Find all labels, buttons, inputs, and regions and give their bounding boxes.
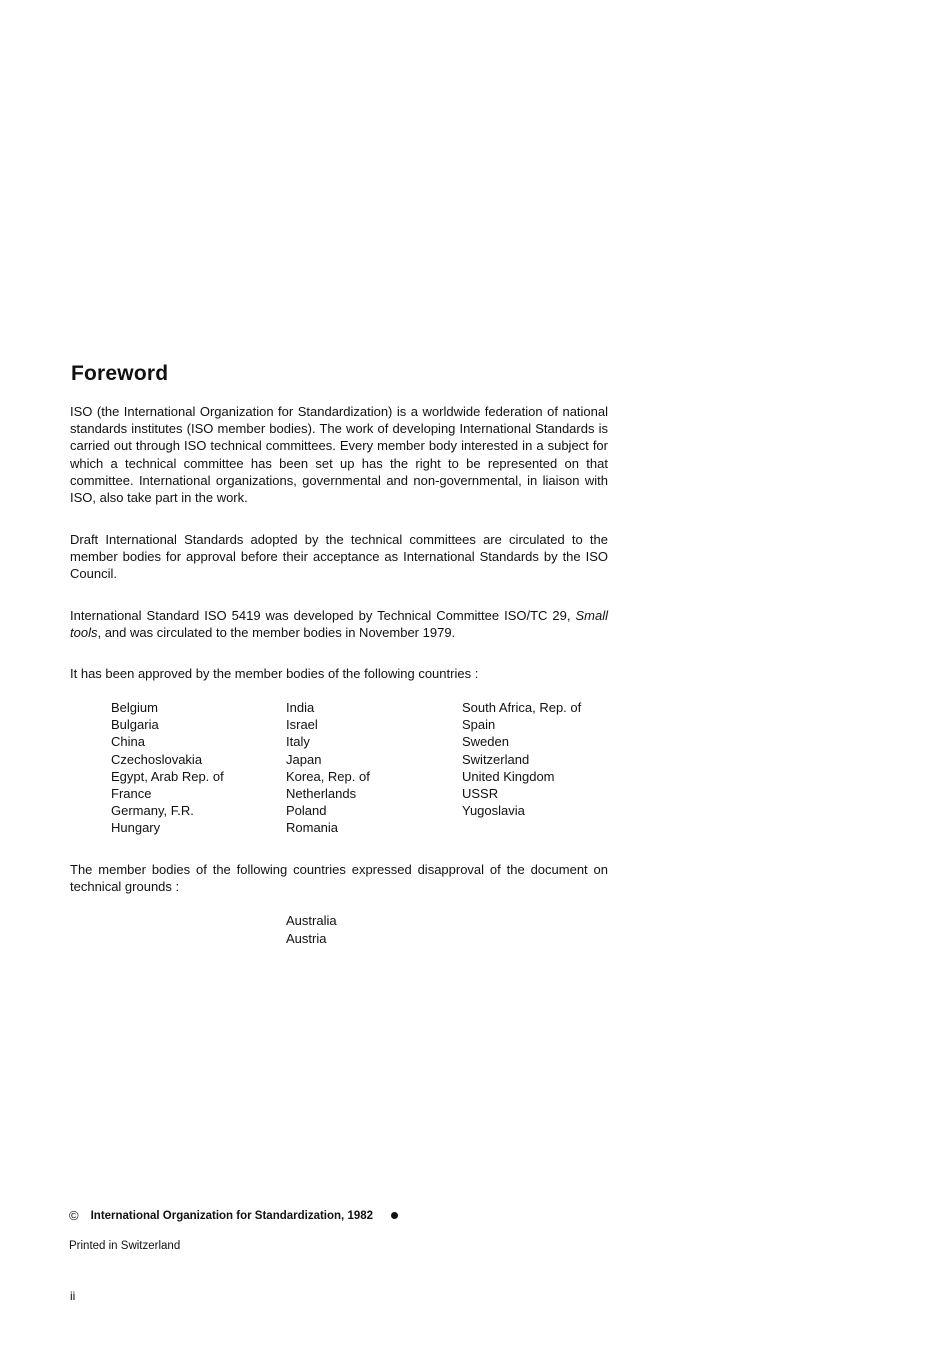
country-item: USSR [462,786,499,802]
copyright-line [69,1208,398,1223]
country-item: Belgium [111,700,158,715]
intro-paragraph: ISO (the International Organization for Standardization) is a worldwide federation of national standards institutes (ISO member bodies). The work of developing International Standards is carried out through ISO technical committees. Every member body interested in a subject for which a technical committee has been set up has the right to be represented on that committee. International organizations, governmental and non-governmental, in liaison with ISO, also take part in the work. [70,404,608,506]
disapproval-paragraph: The member bodies of the following countries expressed disapproval of the document on technical grounds : [70,862,608,895]
copyright-icon: © [69,1208,79,1223]
country-item: Japan [286,751,322,767]
page-number: ii [70,1289,76,1303]
country-item: Korea, Rep. of [286,768,370,784]
country-item: Yugoslavia [462,803,525,819]
approved-countries-column-3 [462,699,581,819]
country-item: South Africa, Rep. of [462,700,582,715]
country-item: United Kingdom [462,768,555,784]
bullet-icon [391,1212,398,1219]
country-item: Italy [286,734,310,750]
country-item: Sweden [462,734,509,750]
country-item: Czechoslovakia [111,751,203,767]
country-item: Romania [286,820,339,836]
printed-in-text: Printed in Switzerland [69,1240,181,1252]
development-paragraph [70,607,608,641]
country-item: Spain [462,717,496,733]
country-item: Austria [286,931,327,946]
approved-countries-column-2 [286,699,370,837]
country-item: Australia [286,913,337,928]
development-text-start: International Standard ISO 5419 was developed by Technical Committee ISO/TC 29, [70,608,571,623]
country-item: India [286,700,315,715]
country-item: Poland [286,803,327,819]
draft-standards-paragraph: Draft International Standards adopted by the technical committees are circulated to the member bodies for approval before their acceptance as International Standards by the ISO Council. [70,532,608,582]
disapproved-countries-list [286,912,337,948]
small-tools-title: Small tools [70,608,608,641]
copyright-text: International Organization for Standardization, 1982 [90,1209,374,1222]
approval-paragraph: It has been approved by the member bodies of the following countries : [70,666,479,681]
development-text-end: , and was circulated to the member bodies in November 1979. [97,625,456,641]
country-item: Switzerland [462,751,530,767]
country-item: Hungary [111,820,161,836]
page-title: Foreword [71,362,169,385]
country-item: Israel [286,717,318,733]
country-item: Germany, F.R. [111,803,194,819]
country-item: Netherlands [286,786,357,802]
country-item: France [111,786,152,802]
approved-countries-column-1 [111,699,224,837]
country-item: China [111,734,145,750]
country-item: Bulgaria [111,717,159,733]
country-item: Egypt, Arab Rep. of [111,768,224,784]
